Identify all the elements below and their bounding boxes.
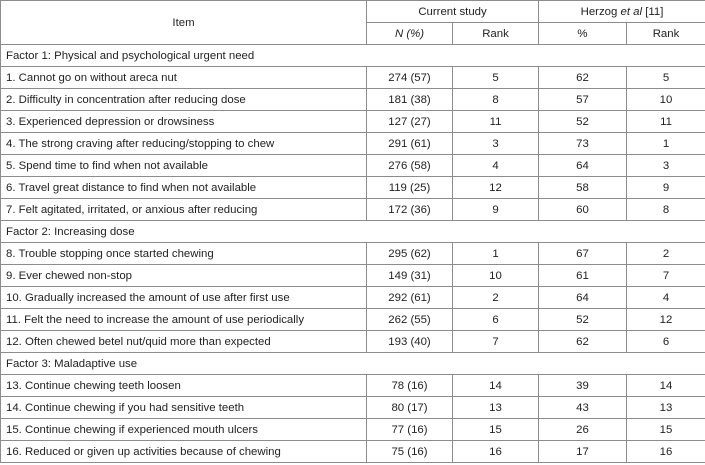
- n-pct-header: N (%): [367, 23, 453, 45]
- herzog-pct-cell: 62: [539, 67, 627, 89]
- item-header: Item: [1, 1, 367, 45]
- n-pct-cell: 77 (16): [367, 419, 453, 441]
- rank-cell: 11: [453, 111, 539, 133]
- rank-cell: 6: [453, 309, 539, 331]
- herzog-rank-cell: 11: [627, 111, 705, 133]
- rank-cell: 7: [453, 331, 539, 353]
- herzog-pct-cell: 43: [539, 397, 627, 419]
- n-pct-cell: 119 (25): [367, 177, 453, 199]
- n-pct-cell: 75 (16): [367, 441, 453, 463]
- item-cell: 9. Ever chewed non-stop: [1, 265, 367, 287]
- table-row: [1, 133, 705, 155]
- herzog-rank-cell: 16: [627, 441, 705, 463]
- item-cell: 3. Experienced depression or drowsiness: [1, 111, 367, 133]
- item-cell: 11. Felt the need to increase the amount of use periodically: [1, 309, 367, 331]
- n-pct-cell: 193 (40): [367, 331, 453, 353]
- herzog-pct-cell: 64: [539, 287, 627, 309]
- herzog-rank-cell: 8: [627, 199, 705, 221]
- item-cell: 4. The strong craving after reducing/stopping to chew: [1, 133, 367, 155]
- table-row: [1, 309, 705, 331]
- item-cell: 14. Continue chewing if you had sensitive teeth: [1, 397, 367, 419]
- herzog-pct-cell: 64: [539, 155, 627, 177]
- table-row: [1, 199, 705, 221]
- item-cell: 16. Reduced or given up activities because of chewing: [1, 441, 367, 463]
- herzog-pct-cell: 60: [539, 199, 627, 221]
- item-cell: 8. Trouble stopping once started chewing: [1, 243, 367, 265]
- herzog-author: Herzog: [580, 5, 621, 18]
- herzog-rank-cell: 5: [627, 67, 705, 89]
- herzog-pct-cell: 67: [539, 243, 627, 265]
- item-cell: 12. Often chewed betel nut/quid more than expected: [1, 331, 367, 353]
- herzog-rank-cell: 13: [627, 397, 705, 419]
- pct-header: %: [539, 23, 627, 45]
- rank-header: Rank: [453, 23, 539, 45]
- item-cell: 2. Difficulty in concentration after reducing dose: [1, 89, 367, 111]
- herzog-rank-cell: 10: [627, 89, 705, 111]
- factor-row: [1, 221, 705, 243]
- n-pct-cell: 291 (61): [367, 133, 453, 155]
- rank-cell: 16: [453, 441, 539, 463]
- factor-row: [1, 353, 705, 375]
- herzog-pct-cell: 61: [539, 265, 627, 287]
- table-row: [1, 419, 705, 441]
- n-pct-cell: 172 (36): [367, 199, 453, 221]
- herzog-rank-cell: 12: [627, 309, 705, 331]
- n-pct-cell: 262 (55): [367, 309, 453, 331]
- herzog-rank-cell: 9: [627, 177, 705, 199]
- herzog-pct-cell: 57: [539, 89, 627, 111]
- herzog-rank-cell: 4: [627, 287, 705, 309]
- factor-row: [1, 45, 705, 67]
- rank-cell: 8: [453, 89, 539, 111]
- table-row: [1, 111, 705, 133]
- table-row: [1, 331, 705, 353]
- item-cell: 1. Cannot go on without areca nut: [1, 67, 367, 89]
- herzog-rank-cell: 3: [627, 155, 705, 177]
- herzog-pct-cell: 58: [539, 177, 627, 199]
- factor-title: Factor 3: Maladaptive use: [1, 353, 705, 375]
- table-row: [1, 397, 705, 419]
- factor-title: Factor 2: Increasing dose: [1, 221, 705, 243]
- herzog-rank-cell: 6: [627, 331, 705, 353]
- table-row: [1, 155, 705, 177]
- rank-cell: 4: [453, 155, 539, 177]
- n-pct-cell: 80 (17): [367, 397, 453, 419]
- current-study-header: Current study: [367, 1, 539, 23]
- herzog-rank-cell: 14: [627, 375, 705, 397]
- n-pct-cell: 127 (27): [367, 111, 453, 133]
- rank-cell: 13: [453, 397, 539, 419]
- herzog-pct-cell: 73: [539, 133, 627, 155]
- table-row: [1, 375, 705, 397]
- table-row: [1, 89, 705, 111]
- herzog-rank-cell: 2: [627, 243, 705, 265]
- herzog-pct-cell: 17: [539, 441, 627, 463]
- n-pct-cell: 181 (38): [367, 89, 453, 111]
- factor-title: Factor 1: Physical and psychological urgent need: [1, 45, 705, 67]
- rank-cell: 9: [453, 199, 539, 221]
- n-pct-cell: 78 (16): [367, 375, 453, 397]
- item-cell: 13. Continue chewing teeth loosen: [1, 375, 367, 397]
- table-row: [1, 67, 705, 89]
- herzog-rank-cell: 7: [627, 265, 705, 287]
- table-row: [1, 243, 705, 265]
- herzog-rank-cell: 15: [627, 419, 705, 441]
- herzog-rank-header: Rank: [627, 23, 705, 45]
- item-cell: 6. Travel great distance to find when not available: [1, 177, 367, 199]
- n-pct-cell: 149 (31): [367, 265, 453, 287]
- herzog-ref: [11]: [642, 5, 664, 18]
- herzog-header: [539, 1, 705, 23]
- herzog-pct-cell: 39: [539, 375, 627, 397]
- table-row: [1, 177, 705, 199]
- item-cell: 15. Continue chewing if experienced mouth ulcers: [1, 419, 367, 441]
- herzog-pct-cell: 52: [539, 111, 627, 133]
- rank-cell: 10: [453, 265, 539, 287]
- rank-cell: 3: [453, 133, 539, 155]
- rank-cell: 12: [453, 177, 539, 199]
- herzog-pct-cell: 62: [539, 331, 627, 353]
- table-row: [1, 441, 705, 463]
- item-cell: 5. Spend time to find when not available: [1, 155, 367, 177]
- herzog-pct-cell: 26: [539, 419, 627, 441]
- n-pct-cell: 276 (58): [367, 155, 453, 177]
- table-body: [1, 45, 705, 463]
- rank-cell: 5: [453, 67, 539, 89]
- n-pct-cell: 295 (62): [367, 243, 453, 265]
- herzog-rank-cell: 1: [627, 133, 705, 155]
- rank-cell: 2: [453, 287, 539, 309]
- n-pct-cell: 292 (61): [367, 287, 453, 309]
- herzog-pct-cell: 52: [539, 309, 627, 331]
- herzog-etal: et al: [620, 5, 643, 18]
- rank-cell: 15: [453, 419, 539, 441]
- table-row: [1, 287, 705, 309]
- item-cell: 7. Felt agitated, irritated, or anxious after reducing: [1, 199, 367, 221]
- n-pct-cell: 274 (57): [367, 67, 453, 89]
- item-cell: 10. Gradually increased the amount of use after first use: [1, 287, 367, 309]
- rank-cell: 14: [453, 375, 539, 397]
- table-row: [1, 265, 705, 287]
- rank-cell: 1: [453, 243, 539, 265]
